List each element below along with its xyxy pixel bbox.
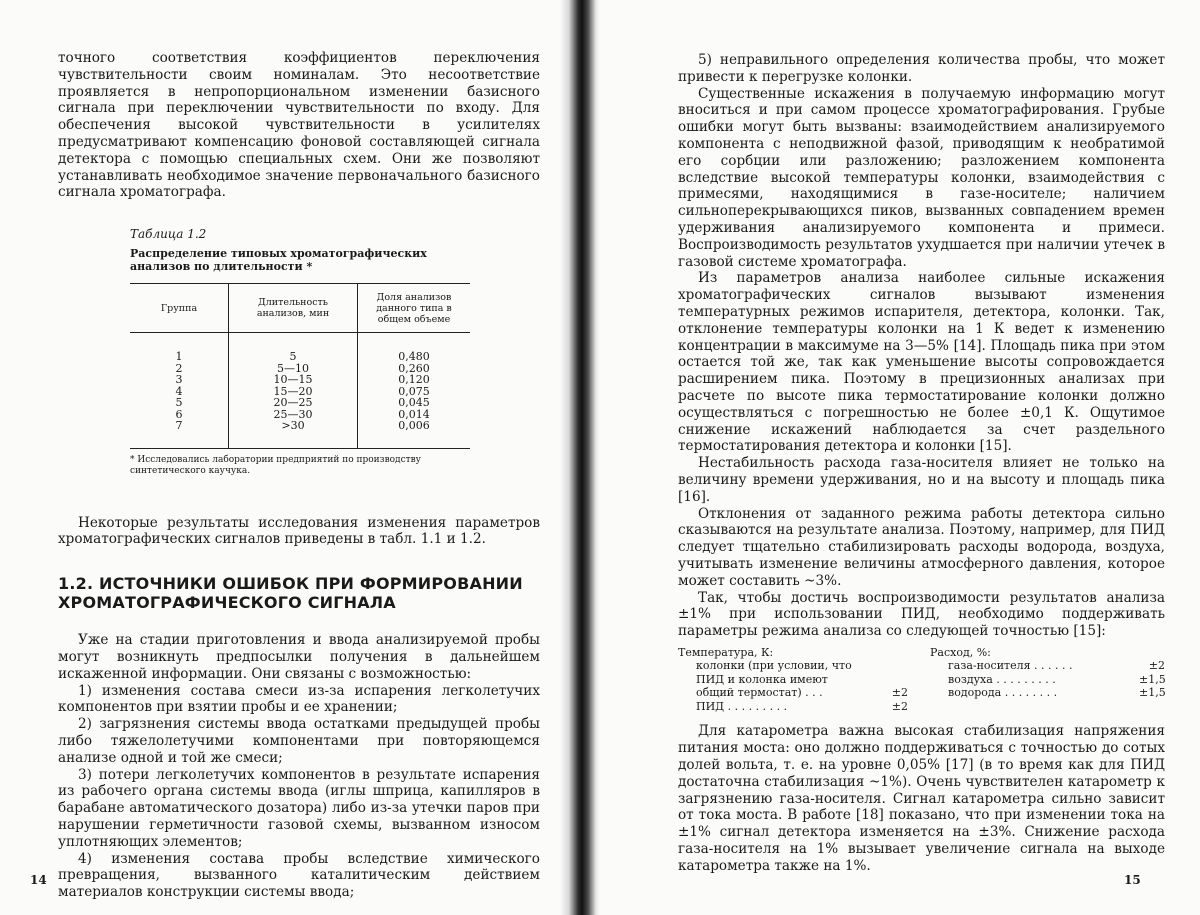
table-cell-share: 0,480 — [398, 350, 430, 364]
table-cell-duration: 20—25 — [273, 396, 313, 410]
table-header-group: Группа — [130, 284, 229, 333]
table-cell-share: 0,075 — [398, 384, 430, 398]
paragraph: точного соответствия коэффициентов переключения чувствительности своим номиналам. Это несоответствие проявляется в непропорциональном изменении базисного сигнала при переключении чувствительности по входу. Для обеспечения высокой чувствительности в усилителях предусматривают компенсацию фоновой составляющей сигнала детектора с помощью специальных схем. Они же позволяют устанавливать необходимое значение первоначального базисного сигнала хроматографа. — [58, 50, 540, 201]
right-page — [600, 0, 1200, 915]
table-footnote: * Исследовались лаборатории предприятий по производству синтетического каучука. — [130, 454, 421, 476]
paragraph: Для катарометра важна высокая стабилизация напряжения питания моста: оно должно поддерживаться с точностью до сотых долей вольта, т. е. на уровне 0,05% [17] (в то время как для ПИД достаточна стабилизация ~1%). Очень чувствителен катарометр к загрязнению газа-носителя. Сигнал катарометра сильно зависит от тока моста. В работе [18] показано, что при изменении тока на ±1% сигнал детектора изменяется на ±3%. Снижение расхода газа-носителя на 1% вызывает увеличение сигнала на выходе катарометра также на 1%. — [678, 723, 1165, 874]
table-cell-share: 0,006 — [398, 419, 430, 433]
temperature-params — [678, 646, 908, 714]
table-cell-share: 0,045 — [398, 396, 430, 410]
temperature-param-value: ±2 — [891, 699, 908, 713]
section-heading: 1.2. ИСТОЧНИКИ ОШИБОК ПРИ ФОРМИРОВАНИИ ХРОМАТОГРАФИЧЕСКОГО СИГНАЛА — [58, 574, 523, 613]
flow-param-value: ±1,5 — [1139, 672, 1166, 686]
list-item: 3) потери легколетучих компонентов в результате испарения из рабочего органа системы ввода (иглы шприца, капилляров в барабане автоматического дозатора) либо из-за утечки паров при нарушении герметичности газовой схемы, вызванном износом уплотняющих элементов; — [58, 766, 540, 850]
flow-param-label: газа-носителя . . . . . . — [948, 659, 1073, 673]
paragraph: Так, чтобы достичь воспроизводимости результатов анализа ±1% при использовании ПИД, необходимо поддерживать параметры режима анализа со следующей точностью [15]: — [678, 589, 1165, 640]
table-cell-share: 0,120 — [398, 373, 430, 387]
temperature-param — [678, 700, 908, 714]
table-cell-group: 1 — [175, 350, 183, 364]
left-column — [58, 50, 540, 901]
table-caption: Таблица 1.2 — [130, 227, 207, 242]
paragraph: Из параметров анализа наиболее сильные искажения хроматографических сигналов вызывают изменения температурных режимов испарителя, детектора, колонки. Так, отклонение температуры колонки на 1 К ведет к изменению концентрации в максимуме на 3—5% [14]. Площадь пика при этом остается той же, так как уменьшение высоты сопровождается расширением пика. Поэтому в прецизионных анализах при расчете по высоте пика термостатирование колонки должно осуществляться с погрешностью не более ±0,1 К. Ощутимое снижение искажений наблюдается за счет раздельного термостатирования детектора и колонки [15]. — [678, 270, 1165, 455]
list-item: 2) загрязнения системы ввода остатками предыдущей пробы либо тяжелолетучими компонентами при повторяющемся анализе одной и той же смеси; — [58, 716, 540, 766]
flow-param-label: водорода . . . . . . . . — [948, 686, 1058, 700]
temperature-param — [678, 673, 908, 687]
temperature-title: Температура, К: — [678, 645, 774, 659]
temperature-param-label: ПИД . . . . . . . . . — [696, 699, 788, 713]
temperature-param-value: ±2 — [891, 686, 908, 700]
list-item: 1) изменения состава смеси из-за испарения легколетучих компонентов при взятии пробы и ее хранении; — [58, 682, 540, 716]
table-cell-group: 5 — [175, 396, 183, 410]
table-cell-group: 3 — [175, 373, 183, 387]
table-cell-share: 0,014 — [398, 407, 430, 421]
table-cell-duration: >30 — [281, 419, 305, 433]
paragraph: Существенные искажения в получаемую информацию могут вноситься и при самом процессе хроматографирования. Грубые ошибки могут быть вызваны: взаимодействием анализируемого компонента с неподвижной фазой, приводящим к необратимой его сорбции или разложению; разложением компонента вследствие высокой температуры колонки, взаимодействия с примесями, находящимися в газе-носителе; наличием сильноперекрывающихся пиков, вызванных совпадением времен удерживания анализируемого компонента и примеси. Воспроизводимость результатов ухудшается при наличии утечек в газовой системе хроматографа. — [678, 85, 1165, 270]
temperature-param-value — [882, 673, 908, 687]
parameter-list — [678, 646, 1165, 714]
temperature-param — [678, 659, 908, 673]
table-cell-group: 2 — [175, 361, 183, 375]
flow-param — [930, 673, 1165, 687]
paragraph: Отклонения от заданного режима работы детектора сильно сказываются на результате анализа. Поэтому, например, для ПИД следует тщательно стабилизировать расходы водорода, воздуха, учитывать изменение величины атмосферного давления, которое может составить ~3%. — [678, 505, 1165, 589]
group-column — [130, 333, 229, 449]
table-cell-share: 0,260 — [398, 361, 430, 375]
left-page — [0, 0, 560, 915]
list-item: 4) изменения состава пробы вследствие химического превращения, вызванного каталитическим действием материалов конструкции системы ввода; — [58, 850, 540, 901]
table-header-duration: Длительность анализов, мин — [229, 284, 358, 333]
flow-title: Расход, %: — [930, 645, 991, 659]
flow-param-value: ±2 — [1148, 659, 1165, 673]
table-cell-duration: 25—30 — [273, 407, 313, 421]
page-number: 15 — [1124, 873, 1141, 887]
right-column — [678, 52, 1165, 875]
table-cell-group: 6 — [175, 407, 183, 421]
table-cell-duration: 5—10 — [277, 361, 309, 375]
flow-param — [930, 659, 1165, 673]
paragraph: Уже на стадии приготовления и ввода анализируемой пробы могут возникнуть предпосылки получения в дальнейшем искаженной информации. Они связаны с возможностью: — [58, 632, 540, 682]
temperature-param — [678, 686, 908, 700]
flow-param-label: воздуха . . . . . . . . . — [948, 672, 1056, 686]
duration-column — [229, 333, 358, 449]
flow-param-value: ±1,5 — [1139, 686, 1166, 700]
table-cell-group: 4 — [175, 384, 183, 398]
list-item: 5) неправильного определения количества пробы, что может привести к перегрузке колонки. — [678, 52, 1165, 85]
paragraph: Нестабильность расхода газа-носителя влияет не только на величину времени удерживания, но и на высоту и площадь пика [16]. — [678, 455, 1165, 505]
table-cell-group: 7 — [175, 419, 183, 433]
flow-params — [930, 646, 1165, 714]
table-header-share: Доля анализов данного типа в общем объеме — [358, 284, 471, 333]
table-cell-duration: 5 — [289, 350, 297, 364]
temperature-param-label: ПИД и колонка имеют — [696, 672, 828, 686]
table-body-row — [130, 333, 470, 449]
share-column — [358, 333, 471, 449]
duration-table — [130, 283, 470, 449]
page-number: 14 — [30, 873, 47, 887]
flow-param — [930, 686, 1165, 700]
table-cell-duration: 15—20 — [273, 384, 313, 398]
paragraph: Некоторые результаты исследования изменения параметров хроматографических сигналов приведены в табл. 1.1 и 1.2. — [58, 514, 540, 548]
table-title: Распределение типовых хроматографических анализов по длительности * — [130, 247, 427, 274]
temperature-param-label: общий термостат) . . . — [696, 686, 823, 700]
temperature-param-label: колонки (при условии, что — [696, 659, 852, 673]
temperature-param-value — [882, 659, 908, 673]
book-spine — [560, 0, 600, 915]
table-cell-duration: 10—15 — [273, 373, 313, 387]
